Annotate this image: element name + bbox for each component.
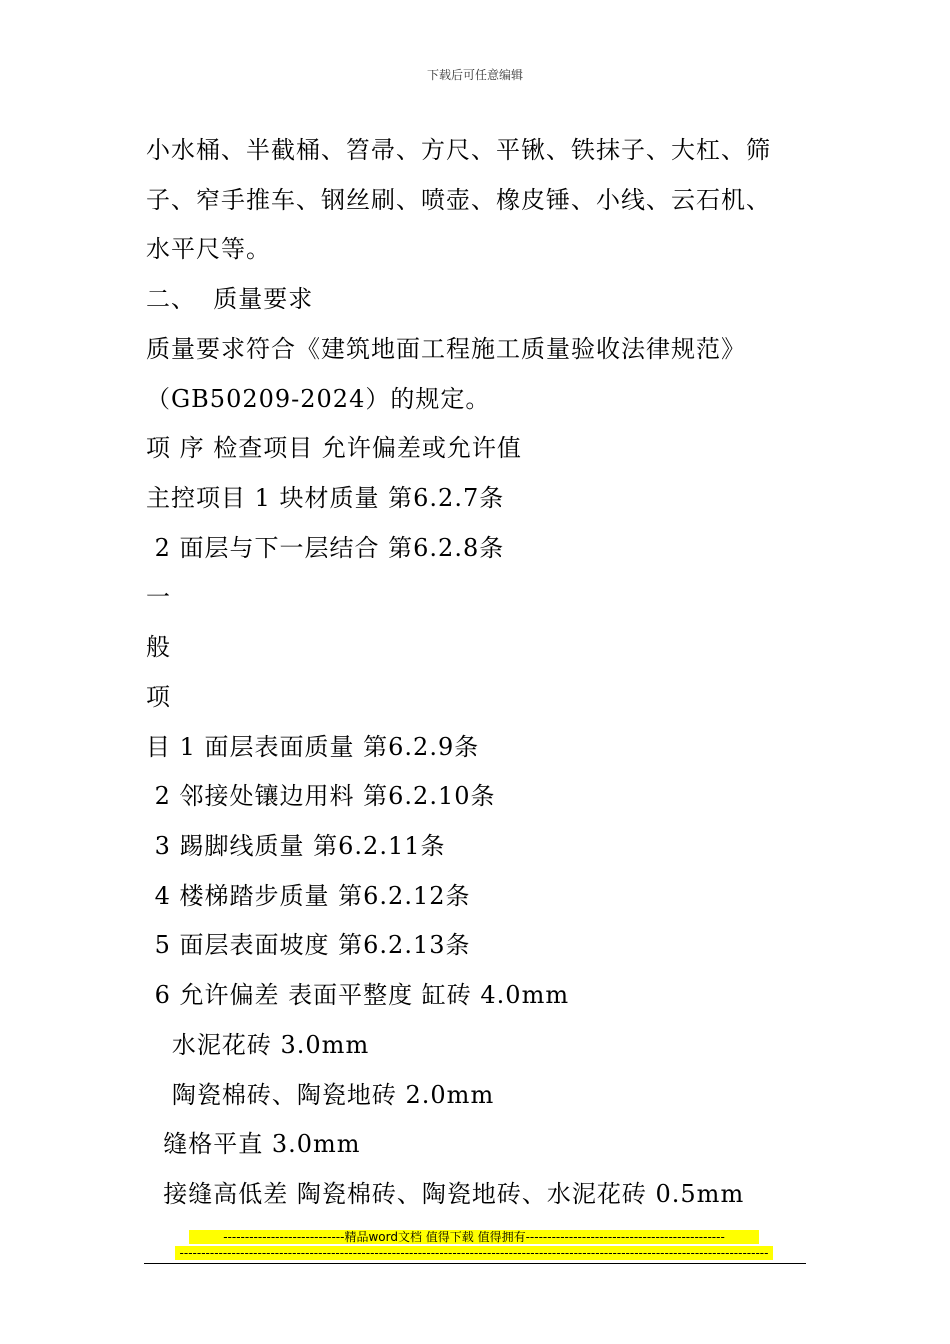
- vertical-label-char-3: 项: [146, 683, 171, 711]
- body-line-5: 质量要求符合《建筑地面工程施工质量验收法律规范》: [146, 335, 746, 363]
- footer-rule: [144, 1263, 806, 1264]
- tolerance-row-4: 接缝高低差 陶瓷棉砖、陶瓷地砖、水泥花砖 0.5mm: [146, 1180, 745, 1208]
- page-header: 下载后可任意编辑: [426, 68, 523, 82]
- body-line-6: （GB50209-2024）的规定。: [146, 385, 491, 413]
- footer-dash-line: ----------------------------------------------------------------------------------------------------------------------------------------: [175, 1246, 773, 1260]
- section-heading: 二、 质量要求: [146, 285, 314, 313]
- tolerance-row-2: 陶瓷棉砖、陶瓷地砖 2.0mm: [146, 1081, 495, 1109]
- vertical-label-char-1: 一: [146, 583, 171, 611]
- table-header-line: 项 序 检查项目 允许偏差或允许值: [146, 434, 522, 462]
- table-row-general-1: 目 1 面层表面质量 第6.2.9条: [146, 733, 480, 761]
- table-row-general-6: 6 允许偏差 表面平整度 缸砖 4.0mm: [146, 981, 570, 1009]
- table-row-general-4: 4 楼梯踏步质量 第6.2.12条: [146, 882, 471, 910]
- table-row-main-1: 主控项目 1 块材质量 第6.2.7条: [146, 484, 505, 512]
- body-line-3: 水平尺等。: [146, 235, 271, 263]
- table-row-general-2: 2 邻接处镶边用料 第6.2.10条: [146, 782, 496, 810]
- vertical-label-char-2: 般: [146, 633, 171, 661]
- footer-banner: ----------------------------精品word文档 值得下载 值得拥有----------------------------------------------: [189, 1230, 759, 1244]
- tolerance-row-1: 水泥花砖 3.0mm: [146, 1031, 370, 1059]
- table-row-main-2: 2 面层与下一层结合 第6.2.8条: [146, 534, 505, 562]
- tolerance-row-3: 缝格平直 3.0mm: [146, 1130, 361, 1158]
- table-row-general-3: 3 踢脚线质量 第6.2.11条: [146, 832, 446, 860]
- table-row-general-5: 5 面层表面坡度 第6.2.13条: [146, 931, 471, 959]
- body-line-1: 小水桶、半截桶、笤帚、方尺、平锹、铁抹子、大杠、筛: [146, 136, 771, 164]
- body-line-2: 子、窄手推车、钢丝刷、喷壶、橡皮锤、小线、云石机、: [146, 186, 771, 214]
